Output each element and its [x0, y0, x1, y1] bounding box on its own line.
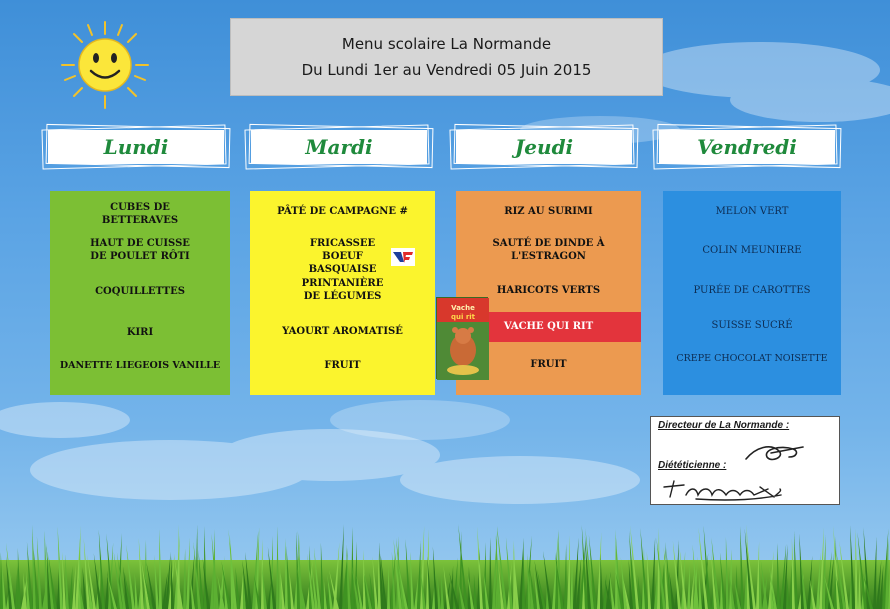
menu-column-vendredi	[663, 191, 841, 395]
day-header-jeudi	[450, 124, 640, 170]
day-header-lundi	[42, 124, 232, 170]
menu-item: FRUIT	[530, 359, 567, 370]
day-header-mardi	[245, 124, 435, 170]
menu-item: SAUTÉ DE DINDE À L'ESTRAGON	[492, 238, 605, 262]
menu-item: DANETTE LIEGEOIS VANILLE	[59, 360, 221, 371]
day-label-lundi: Lundi	[48, 130, 224, 164]
svg-text:qui rit: qui rit	[450, 313, 476, 321]
menu-item: KIRI	[126, 327, 154, 338]
sun-icon	[60, 20, 150, 110]
menu-item: SUISSE SUCRÉ	[711, 320, 793, 331]
menu-item: RIZ AU SURIMI	[504, 206, 593, 217]
menu-item: CREPE CHOCOLAT NOISETTE	[676, 353, 828, 364]
menu-item: FRICASSEE BOEUF BASQUAISE	[308, 238, 377, 275]
day-header-vendredi	[653, 124, 843, 170]
director-signature-image	[741, 439, 811, 469]
menu-item: HARICOTS VERTS	[496, 285, 601, 296]
director-label: Directeur de La Normande :	[658, 420, 790, 431]
menu-date-range: Du Lundi 1er au Vendredi 05 Juin 2015	[301, 61, 592, 79]
menu-item: PURÉE DE CAROTTES	[693, 285, 811, 296]
day-label-jeudi: Jeudi	[456, 130, 632, 164]
menu-item: HAUT DE CUISSE DE POULET RÔTI	[90, 238, 190, 262]
menu-item: PRINTANIÈRE DE LÉGUMES	[301, 278, 384, 302]
cheese-product-image	[436, 297, 488, 379]
menu-item-highlighted: VACHE QUI RIT	[503, 321, 594, 332]
day-label-vendredi: Vendredi	[659, 130, 835, 164]
dietitian-signature-image	[656, 475, 786, 501]
menu-item: COLIN MEUNIERE	[702, 245, 802, 256]
menu-item: MELON VERT	[715, 206, 789, 217]
menu-column-mardi	[250, 191, 435, 395]
menu-item: PÂTÉ DE CAMPAGNE #	[277, 206, 408, 217]
signature-box	[650, 416, 840, 505]
dietitian-label: Diététicienne :	[658, 460, 727, 471]
menu-item: FRUIT	[324, 360, 361, 371]
menu-item: YAOURT AROMATISÉ	[282, 326, 403, 337]
menu-item: CUBES DE BETTERAVES	[101, 202, 179, 226]
menu-column-lundi	[50, 191, 230, 395]
menu-item: COQUILLETTES	[95, 286, 185, 297]
grass-decoration	[0, 520, 890, 609]
french-beef-logo-icon	[391, 248, 415, 266]
day-label-mardi: Mardi	[251, 130, 427, 164]
svg-text:Vache: Vache	[451, 304, 475, 312]
menu-title-box	[230, 18, 663, 96]
menu-title: Menu scolaire La Normande	[341, 35, 552, 53]
